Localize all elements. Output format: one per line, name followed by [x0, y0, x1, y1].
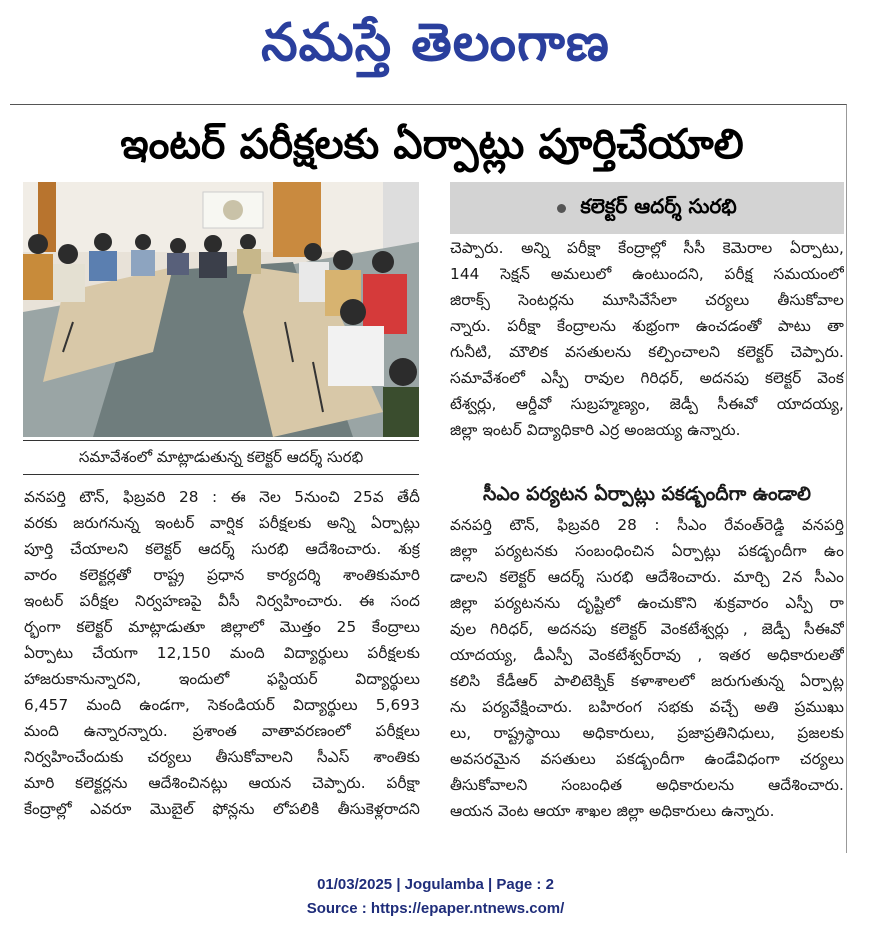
section-subheading: సీఎం పర్యటన ఏర్పాట్లు పకడ్బందీగా ఉండాలి: [483, 483, 811, 505]
text-line: మారి కలెక్టర్లను ఆదేశించినట్లు ఆయన చెప్పారు. పరీక్షా: [24, 774, 420, 792]
text-line: వనపర్తి టౌన్, ఫిబ్రవరి 28 : సీఎం రేవంత్‌రెడ్డి వనపర్తి: [450, 516, 844, 534]
text-line: నిర్వహించేందుకు చర్యలు తీసుకోవాలని సీఎస్ శాంతికు: [24, 748, 420, 766]
left-column-text: [24, 484, 420, 844]
text-line: వారం కలెక్టర్లతో రాష్ట్ర ప్రధాన కార్యదర్శి శాంతికుమారి: [24, 566, 420, 584]
right-column-text-2: [450, 512, 844, 847]
text-line: వనపర్తి టౌన్, ఫిబ్రవరి 28 : ఈ నెల 5నుంచి 25వ తేదీ: [24, 488, 420, 506]
text-line: మంది ఉన్నారన్నారు. ప్రశాంత వాతావరణంలో పరీక్షలు: [24, 722, 420, 740]
text-line: హాజరుకానున్నారని, ఇందులో ఫస్టియర్ విద్యార్థులు: [24, 670, 420, 688]
text-line: ఇంటర్ పరీక్షల నిర్వహణపై వీసీ నిర్వహించారు. ఈ సంద: [24, 592, 420, 610]
text-line: టేశ్వర్లు, ఆర్డీవో సుబ్రహ్మణ్యం, జెడ్పీ సీఈవో యాదయ్య,: [450, 395, 844, 413]
text-line: తీసుకోవాలని సంబంధిత అధికారులను ఆదేశించారు.: [450, 776, 844, 794]
text-line: జిల్లా పర్యటనను దృష్టిలో ఉంచుకొని శుక్రవారం ఎస్పీ రా: [450, 594, 844, 612]
footer-source: Source : https://epaper.ntnews.com/: [306, 900, 565, 917]
text-line: జిల్లా పర్యటనకు సంబంధించిన ఏర్పాట్లు పకడ్బందీగా ఉం: [450, 542, 844, 560]
text-line: వుల గిరిధర్, అదనపు కలెక్టర్ వెంకటేశ్వర్లు , జెడ్పీ సీఈవో: [450, 620, 844, 638]
text-line: యాదయ్య, డీఎస్పీ వెంకటేశ్వర్‌రావు , ఇతర అధికారులతో: [450, 646, 844, 664]
text-line: చెప్పారు. అన్ని పరీక్షా కేంద్రాల్లో సీసీ కెమెరాల ఏర్పాటు,: [450, 239, 844, 257]
text-line: కలిసి కేడీఆర్ పాలిటెక్నిక్ కళాశాలలో జరుగుతున్న ఏర్పాట్ల: [450, 672, 844, 690]
text-line: డాలని కలెక్టర్ ఆదర్శ్ సురభి ఆదేశించారు. మార్చి 2న సీఎం: [450, 568, 844, 586]
text-line: పూర్తి చేయాలని కలెక్టర్ ఆదర్శ్ సురభి ఆదేశించారు. శుక్ర: [24, 540, 420, 558]
text-line: కేంద్రాల్లో ఎవరూ మొబైల్ ఫోన్లను లోపలికి తీసుకెళ్లరాదని: [24, 800, 420, 818]
text-line: 6,457 మంది ఉండగా, సెకండియర్ విద్యార్థులు 5,693: [24, 696, 420, 714]
text-line: ను పర్యవేక్షించారు. బహిరంగ సభకు వచ్చే అతి ప్రముఖు: [450, 698, 844, 716]
photo-caption: సమావేశంలో మాట్లాడుతున్న కలెక్టర్ ఆదర్శ్ సురభి: [23, 440, 419, 475]
footer-date-edition: 01/03/2025 | Jogulamba | Page : 2: [317, 876, 554, 893]
text-line: వరకు జరుగనున్న ఇంటర్ వార్షిక పరీక్షలకు అన్ని ఏర్పాట్లు: [24, 514, 420, 532]
text-line: ర్భంగా కలెక్టర్ మాట్లాడుతూ జిల్లాలో మొత్తం 25 కేంద్రాలు: [24, 618, 420, 636]
meeting-photo: [23, 182, 419, 437]
subheadline-text: కలెక్టర్ ఆదర్శ్ సురభి: [580, 193, 737, 218]
text-line: లు, రాష్ట్రస్థాయి అధికారులు, ప్రజాప్రతినిధులు, ప్రజలకు: [450, 724, 844, 742]
subheadline-box: [450, 182, 844, 234]
text-line: జిరాక్స్ సెంటర్లను మూసివేసేలా చర్యలు తీసుకోవాల: [450, 291, 844, 309]
text-line: గునీటి, మౌలిక వసతులను కల్పించాలని కలెక్టర్ చెప్పారు.: [450, 343, 844, 361]
bullet-icon: [557, 204, 566, 213]
text-line: ఏర్పాటు చేయగా 12,150 మంది విద్యార్థులు పరీక్షలకు: [24, 644, 420, 662]
masthead-logo: నమస్తే తెలంగాణ: [261, 12, 610, 73]
text-line: ఆయన వెంట ఆయా శాఖల జిల్లా అధికారులు ఉన్నారు.: [450, 802, 775, 820]
article-headline: ఇంటర్ పరీక్షలకు ఏర్పాట్లు పూర్తిచేయాలి: [120, 120, 744, 168]
text-line: 144 సెక్షన్ అమలులో ఉంటుందని, పరీక్ష సమయంలో: [450, 265, 844, 283]
text-line: అవసరమైన వసతులు పకడ్బందీగా ఉండేవిధంగా చర్యలు: [450, 750, 844, 768]
text-line: జిల్లా ఇంటర్ విద్యాధికారి ఎర్ర అంజయ్య ఉన్నారు.: [450, 421, 741, 439]
text-line: న్నారు. పరీక్షా కేంద్రాలను శుభ్రంగా ఉంచడంతో పాటు తా: [450, 317, 844, 335]
text-line: సమావేశంలో ఎస్పీ రావుల గిరిధర్, అదనపు కలెక్టర్ వెంక: [450, 369, 844, 387]
